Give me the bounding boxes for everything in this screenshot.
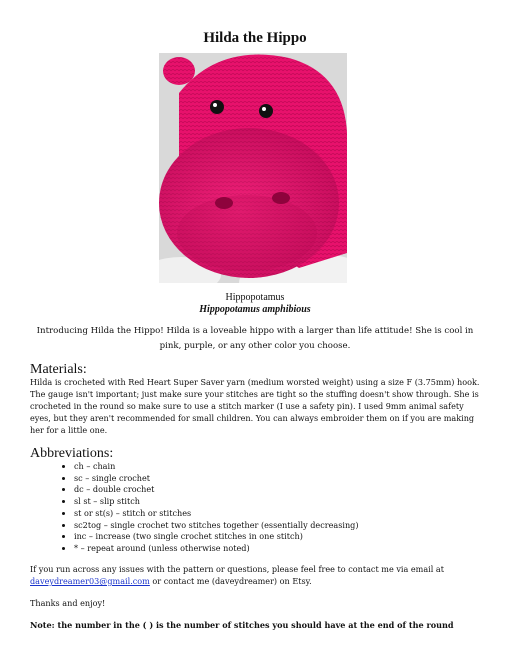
hippo-image bbox=[159, 53, 347, 283]
list-item: • ch – chain bbox=[74, 461, 474, 473]
list-item: • inc – increase (two single crochet stitches in one stitch) bbox=[74, 531, 474, 543]
abbreviations-list bbox=[62, 461, 474, 555]
contact-paragraph bbox=[30, 563, 482, 587]
thanks-text: Thanks and enjoy! bbox=[30, 598, 106, 608]
email-link[interactable]: daveydreamer03@gmail.com bbox=[30, 576, 150, 586]
abbreviations-heading: Abbreviations: bbox=[30, 446, 114, 461]
hippo-photo bbox=[159, 53, 347, 283]
list-item: • * – repeat around (unless otherwise noted) bbox=[74, 543, 474, 555]
list-item: • st or st(s) – stitch or stitches bbox=[74, 508, 474, 520]
contact-text-before: If you run across any issues with the pattern or questions, please feel free to contact me via email at bbox=[30, 564, 444, 574]
materials-paragraph: Hilda is crocheted with Red Heart Super Saver yarn (medium worsted weight) using a size F (3.75mm) hook. The gauge isn't important; just make sure your stitches are tight so the stuffing doesn't show through. She is crocheted in the round so make sure to use a stitch marker (I use a safety pin). I used 9mm animal safety eyes, but they aren't recommended for small children. You can always embroider them on if you are making her for a little one. bbox=[30, 377, 480, 435]
list-item: • dc – double crochet bbox=[74, 484, 474, 496]
caption-common-name: Hippopotamus bbox=[225, 292, 285, 303]
page-title: Hilda the Hippo bbox=[203, 30, 307, 46]
caption-scientific-name: Hippopotamus amphibious bbox=[199, 304, 311, 315]
stitch-note: Note: the number in the ( ) is the number of stitches you should have at the end of the round bbox=[30, 620, 454, 630]
intro-paragraph: Introducing Hilda the Hippo! Hilda is a loveable hippo with a larger than life attitude! She is cool in pink, purple, or any other color you choose. bbox=[36, 326, 474, 351]
list-item: • sc2tog – single crochet two stitches together (essentially decreasing) bbox=[74, 520, 474, 532]
contact-text-after: or contact me (daveydreamer) on Etsy. bbox=[149, 576, 312, 586]
list-item: • sc – single crochet bbox=[74, 473, 474, 485]
photo-caption bbox=[0, 292, 510, 316]
materials-heading: Materials: bbox=[30, 362, 87, 377]
list-item: • sl st – slip stitch bbox=[74, 496, 474, 508]
